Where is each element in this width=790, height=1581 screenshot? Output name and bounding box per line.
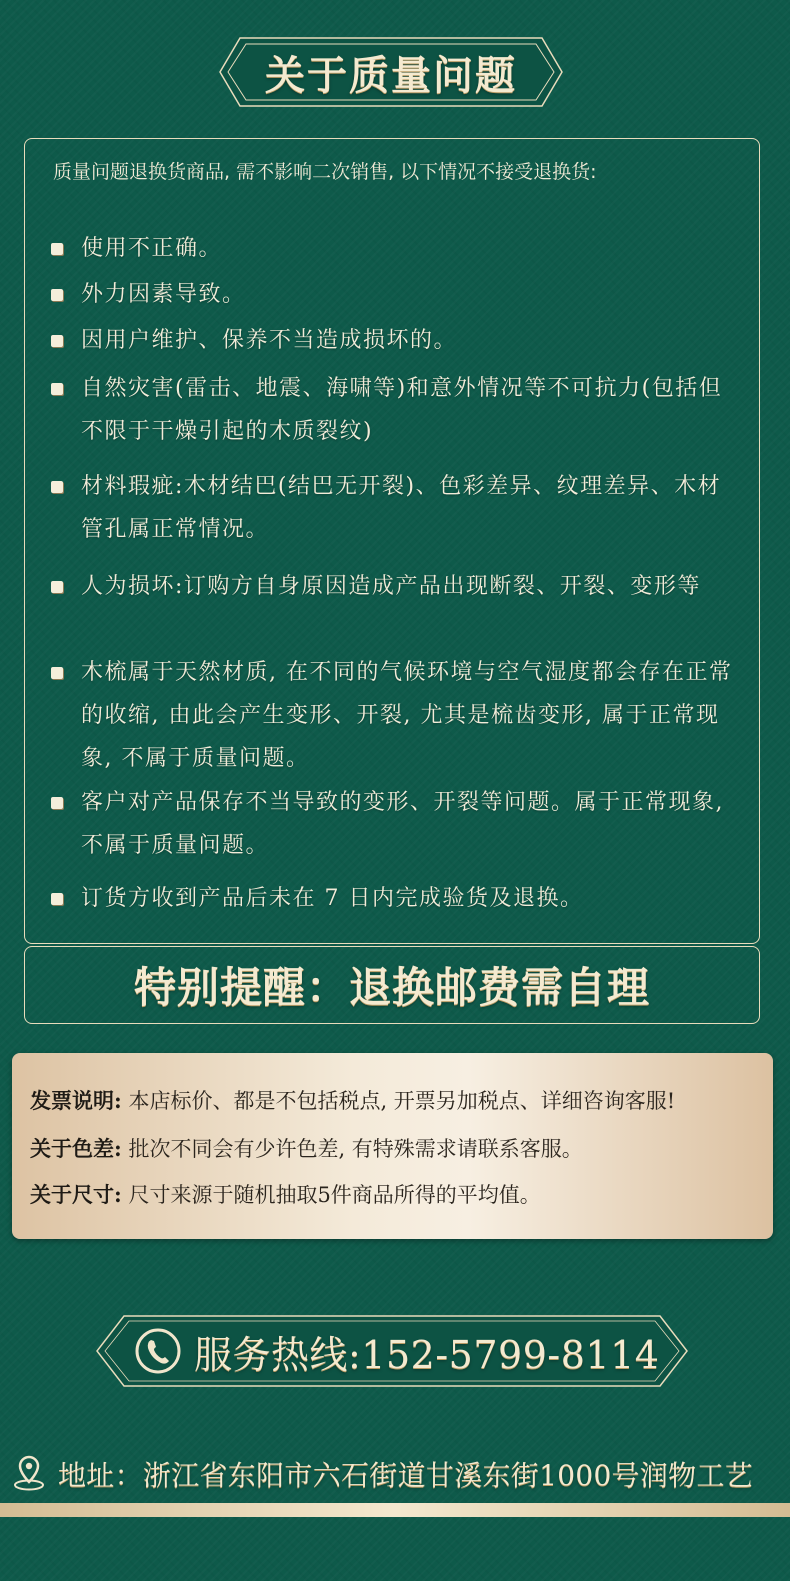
- list-item-text: 自然灾害(雷击、地震、海啸等)和意外情况等不可抗力(包括但不限于干燥引起的木质裂纹): [81, 376, 723, 444]
- color-diff-text: 批次不同会有少许色差, 有特殊需求请联系客服。: [121, 1137, 583, 1161]
- invoice-text: 本店标价、都是不包括税点, 开票另加税点、详细咨询客服!: [121, 1089, 676, 1113]
- list-item-text: 客户对产品保存不当导致的变形、开裂等问题。属于正常现象, 不属于质量问题。: [81, 790, 724, 858]
- bullet-icon: [51, 667, 63, 679]
- bullet-icon: [51, 797, 63, 809]
- bullet-icon: [51, 581, 63, 593]
- reminder-text: 特别提醒：退换邮费需自理: [133, 963, 650, 1012]
- hotline-text: 服务热线:152-5799-8114: [194, 1332, 660, 1377]
- location-pin-icon: [12, 1454, 46, 1492]
- invoice-row: [30, 1085, 675, 1115]
- reminder-box: [24, 946, 760, 1024]
- list-item-text: 使用不正确。: [81, 236, 223, 261]
- list-item-text: 材料瑕疵:木材结巴(结巴无开裂)、色彩差异、纹理差异、木材管孔属正常情况。: [81, 474, 722, 542]
- quality-issues-box: [24, 138, 760, 944]
- bullet-icon: [51, 893, 63, 905]
- size-label: 关于尺寸:: [30, 1182, 122, 1207]
- address-row: [12, 1452, 782, 1496]
- size-row: [30, 1179, 541, 1209]
- address-text: 地址：浙江省东阳市六石街道甘溪东街1000号润物工艺: [58, 1459, 754, 1492]
- bullet-icon: [51, 335, 63, 347]
- title-badge: [218, 36, 564, 108]
- invoice-label: 发票说明:: [30, 1088, 122, 1113]
- intro-text: 质量问题退换货商品, 需不影响二次销售, 以下情况不接受退换货:: [53, 161, 597, 183]
- page-title: 关于质量问题: [265, 51, 517, 99]
- list-item-text: 订货方收到产品后未在 7 日内完成验货及退换。: [81, 886, 584, 911]
- list-item-text: 因用户维护、保养不当造成损坏的。: [81, 328, 458, 353]
- list-item-text: 人为损坏:订购方自身原因造成产品出现断裂、开裂、变形等: [81, 574, 701, 599]
- size-text: 尺寸来源于随机抽取5件商品所得的平均值。: [121, 1183, 541, 1207]
- color-diff-row: [30, 1133, 583, 1163]
- bullet-icon: [51, 289, 63, 301]
- list-item-text: 外力因素导致。: [81, 282, 246, 307]
- bottom-divider: [0, 1503, 790, 1517]
- list-item-text: 木梳属于天然材质, 在不同的气候环境与空气湿度都会存在正常的收缩, 由此会产生变形、开裂, 尤其是梳齿变形, 属于正常现象, 不属于质量问题。: [81, 660, 733, 771]
- bullet-icon: [51, 243, 63, 255]
- info-card: [12, 1053, 773, 1239]
- color-diff-label: 关于色差:: [30, 1136, 122, 1161]
- bullet-icon: [51, 383, 63, 395]
- hotline-badge: [96, 1315, 688, 1387]
- bullet-icon: [51, 481, 63, 493]
- phone-icon: [134, 1327, 182, 1375]
